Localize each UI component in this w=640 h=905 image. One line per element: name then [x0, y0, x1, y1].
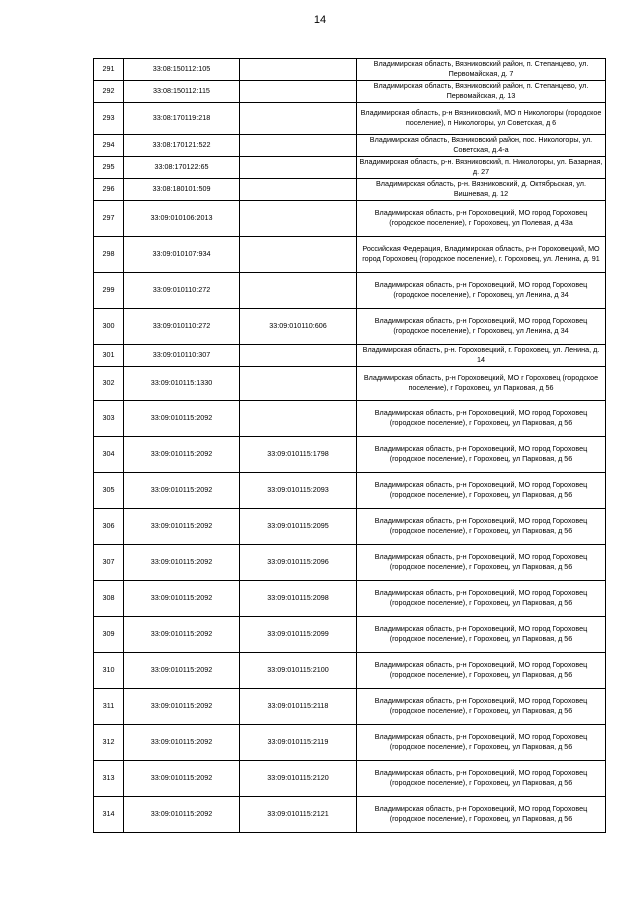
row-number: 304 [94, 436, 124, 472]
table-row [94, 544, 606, 580]
sub-object-number: 33:09:010115:2096 [240, 544, 357, 580]
table-row [94, 652, 606, 688]
address: Владимирская область, р-н. Гороховецкий, г. Гороховец, ул. Ленина, д. 14 [357, 344, 606, 366]
address: Владимирская область, р-н Гороховецкий, МО город Гороховец (городское поселение), г Гороховец, ул Парковая, д 56 [357, 436, 606, 472]
row-number: 299 [94, 272, 124, 308]
cadastral-number: 33:09:010115:2092 [124, 688, 240, 724]
address: Владимирская область, р-н Гороховецкий, МО город Гороховец (городское поселение), г Гороховец, ул Парковая, д 56 [357, 472, 606, 508]
address: Владимирская область, р-н Гороховецкий, МО город Гороховец (городское поселение), г Гороховец, ул Парковая, д 56 [357, 652, 606, 688]
table-row [94, 200, 606, 236]
row-number: 300 [94, 308, 124, 344]
row-number: 309 [94, 616, 124, 652]
cadastral-number: 33:08:170121:522 [124, 134, 240, 156]
row-number: 302 [94, 366, 124, 400]
cadastral-number: 33:08:150112:105 [124, 59, 240, 81]
row-number: 298 [94, 236, 124, 272]
cadastral-number: 33:09:010115:2092 [124, 436, 240, 472]
cadastral-number: 33:08:150112:115 [124, 80, 240, 102]
sub-object-number: 33:09:010115:2099 [240, 616, 357, 652]
table-row [94, 400, 606, 436]
address: Владимирская область, р-н Вязниковский, МО п Никологоры (городское поселение), п Никологоры, ул Советская, д 6 [357, 102, 606, 134]
row-number: 306 [94, 508, 124, 544]
table-row [94, 366, 606, 400]
sub-object-number: 33:09:010115:2098 [240, 580, 357, 616]
sub-object-number: 33:09:010110:606 [240, 308, 357, 344]
sub-object-number: 33:09:010115:2100 [240, 652, 357, 688]
cadastral-number: 33:09:010110:272 [124, 308, 240, 344]
row-number: 295 [94, 156, 124, 178]
row-number: 307 [94, 544, 124, 580]
sub-object-number [240, 236, 357, 272]
address: Владимирская область, р-н Гороховецкий, МО город Гороховец (городское поселение), г Гороховец, ул Ленина, д 34 [357, 308, 606, 344]
row-number: 305 [94, 472, 124, 508]
address: Владимирская область, р-н Гороховецкий, МО город Гороховец (городское поселение), г Гороховец, ул Парковая, д 56 [357, 580, 606, 616]
register-table [93, 58, 606, 833]
cadastral-number: 33:09:010115:1330 [124, 366, 240, 400]
cadastral-number: 33:09:010115:2092 [124, 652, 240, 688]
sub-object-number [240, 366, 357, 400]
sub-object-number [240, 102, 357, 134]
sub-object-number: 33:09:010115:2095 [240, 508, 357, 544]
table-row [94, 508, 606, 544]
sub-object-number [240, 344, 357, 366]
address: Владимирская область, р-н Гороховецкий, МО город Гороховец (городское поселение), г Гороховец, ул Парковая, д 56 [357, 400, 606, 436]
address: Владимирская область, Вязниковский район, п. Степанцево, ул. Первомайская, д. 7 [357, 59, 606, 81]
row-number: 293 [94, 102, 124, 134]
address: Российская Федерация, Владимирская область, р-н Гороховецкий, МО город Гороховец (городское поселение), г. Гороховец, ул. Ленина, д. 91 [357, 236, 606, 272]
sub-object-number: 33:09:010115:2118 [240, 688, 357, 724]
cadastral-number: 33:08:170119:218 [124, 102, 240, 134]
table-row [94, 178, 606, 200]
table-row [94, 59, 606, 81]
table-row [94, 134, 606, 156]
table-row [94, 344, 606, 366]
cadastral-number: 33:09:010107:934 [124, 236, 240, 272]
row-number: 294 [94, 134, 124, 156]
cadastral-number: 33:09:010115:2092 [124, 796, 240, 832]
address: Владимирская область, р-н Гороховецкий, МО город Гороховец (городское поселение), г Гороховец, ул Полевая, д 43а [357, 200, 606, 236]
sub-object-number: 33:09:010115:2121 [240, 796, 357, 832]
table-row [94, 156, 606, 178]
row-number: 311 [94, 688, 124, 724]
address: Владимирская область, р-н Гороховецкий, МО город Гороховец (городское поселение), г Гороховец, ул Парковая, д 56 [357, 544, 606, 580]
table-row [94, 688, 606, 724]
sub-object-number [240, 80, 357, 102]
row-number: 312 [94, 724, 124, 760]
cadastral-number: 33:08:170122:65 [124, 156, 240, 178]
row-number: 292 [94, 80, 124, 102]
table-row [94, 724, 606, 760]
row-number: 303 [94, 400, 124, 436]
cadastral-number: 33:08:180101:509 [124, 178, 240, 200]
address: Владимирская область, р-н Гороховецкий, МО город Гороховец (городское поселение), г Гороховец, ул Парковая, д 56 [357, 724, 606, 760]
table-row [94, 80, 606, 102]
table-row [94, 436, 606, 472]
sub-object-number [240, 400, 357, 436]
cadastral-number: 33:09:010115:2092 [124, 724, 240, 760]
table-row [94, 580, 606, 616]
cadastral-number: 33:09:010106:2013 [124, 200, 240, 236]
cadastral-number: 33:09:010115:2092 [124, 544, 240, 580]
cadastral-number: 33:09:010115:2092 [124, 616, 240, 652]
row-number: 291 [94, 59, 124, 81]
table-row [94, 308, 606, 344]
table-row [94, 272, 606, 308]
cadastral-number: 33:09:010115:2092 [124, 400, 240, 436]
row-number: 301 [94, 344, 124, 366]
cadastral-number: 33:09:010110:307 [124, 344, 240, 366]
address: Владимирская область, р-н Гороховецкий, МО город Гороховец (городское поселение), г Гороховец, ул Ленина, д 34 [357, 272, 606, 308]
cadastral-number: 33:09:010115:2092 [124, 472, 240, 508]
table-row [94, 472, 606, 508]
row-number: 296 [94, 178, 124, 200]
address: Владимирская область, Вязниковский район, пос. Никологоры, ул. Советская, д.4-а [357, 134, 606, 156]
sub-object-number: 33:09:010115:1798 [240, 436, 357, 472]
address: Владимирская область, р-н Гороховецкий, МО город Гороховец (городское поселение), г Гороховец, ул Парковая, д 56 [357, 796, 606, 832]
page-number: 14 [313, 14, 327, 26]
sub-object-number [240, 178, 357, 200]
row-number: 314 [94, 796, 124, 832]
row-number: 313 [94, 760, 124, 796]
sub-object-number: 33:09:010115:2120 [240, 760, 357, 796]
cadastral-number: 33:09:010115:2092 [124, 580, 240, 616]
address: Владимирская область, р-н Гороховецкий, МО город Гороховец (городское поселение), г Гороховец, ул Парковая, д 56 [357, 688, 606, 724]
cadastral-number: 33:09:010115:2092 [124, 760, 240, 796]
sub-object-number: 33:09:010115:2119 [240, 724, 357, 760]
sub-object-number: 33:09:010115:2093 [240, 472, 357, 508]
register-table-body [94, 59, 606, 833]
sub-object-number [240, 156, 357, 178]
address: Владимирская область, р-н Гороховецкий, МО г Гороховец (городское поселение), г Гороховец, ул Парковая, д 56 [357, 366, 606, 400]
table-row [94, 102, 606, 134]
address: Владимирская область, р-н Гороховецкий, МО город Гороховец (городское поселение), г Гороховец, ул Парковая, д 56 [357, 760, 606, 796]
address: Владимирская область, р-н Гороховецкий, МО город Гороховец (городское поселение), г Гороховец, ул Парковая, д 56 [357, 508, 606, 544]
address: Владимирская область, р-н. Вязниковский, п. Никологоры, ул. Базарная, д. 27 [357, 156, 606, 178]
table-row [94, 616, 606, 652]
sub-object-number [240, 272, 357, 308]
cadastral-number: 33:09:010110:272 [124, 272, 240, 308]
address: Владимирская область, Вязниковский район, п. Степанцево, ул. Первомайская, д. 13 [357, 80, 606, 102]
row-number: 297 [94, 200, 124, 236]
table-row [94, 796, 606, 832]
address: Владимирская область, р-н. Вязниковский, д. Октябрьская, ул. Вишневая, д. 12 [357, 178, 606, 200]
address: Владимирская область, р-н Гороховецкий, МО город Гороховец (городское поселение), г Гороховец, ул Парковая, д 56 [357, 616, 606, 652]
sub-object-number [240, 59, 357, 81]
table-row [94, 760, 606, 796]
row-number: 308 [94, 580, 124, 616]
cadastral-number: 33:09:010115:2092 [124, 508, 240, 544]
sub-object-number [240, 134, 357, 156]
row-number: 310 [94, 652, 124, 688]
sub-object-number [240, 200, 357, 236]
table-row [94, 236, 606, 272]
